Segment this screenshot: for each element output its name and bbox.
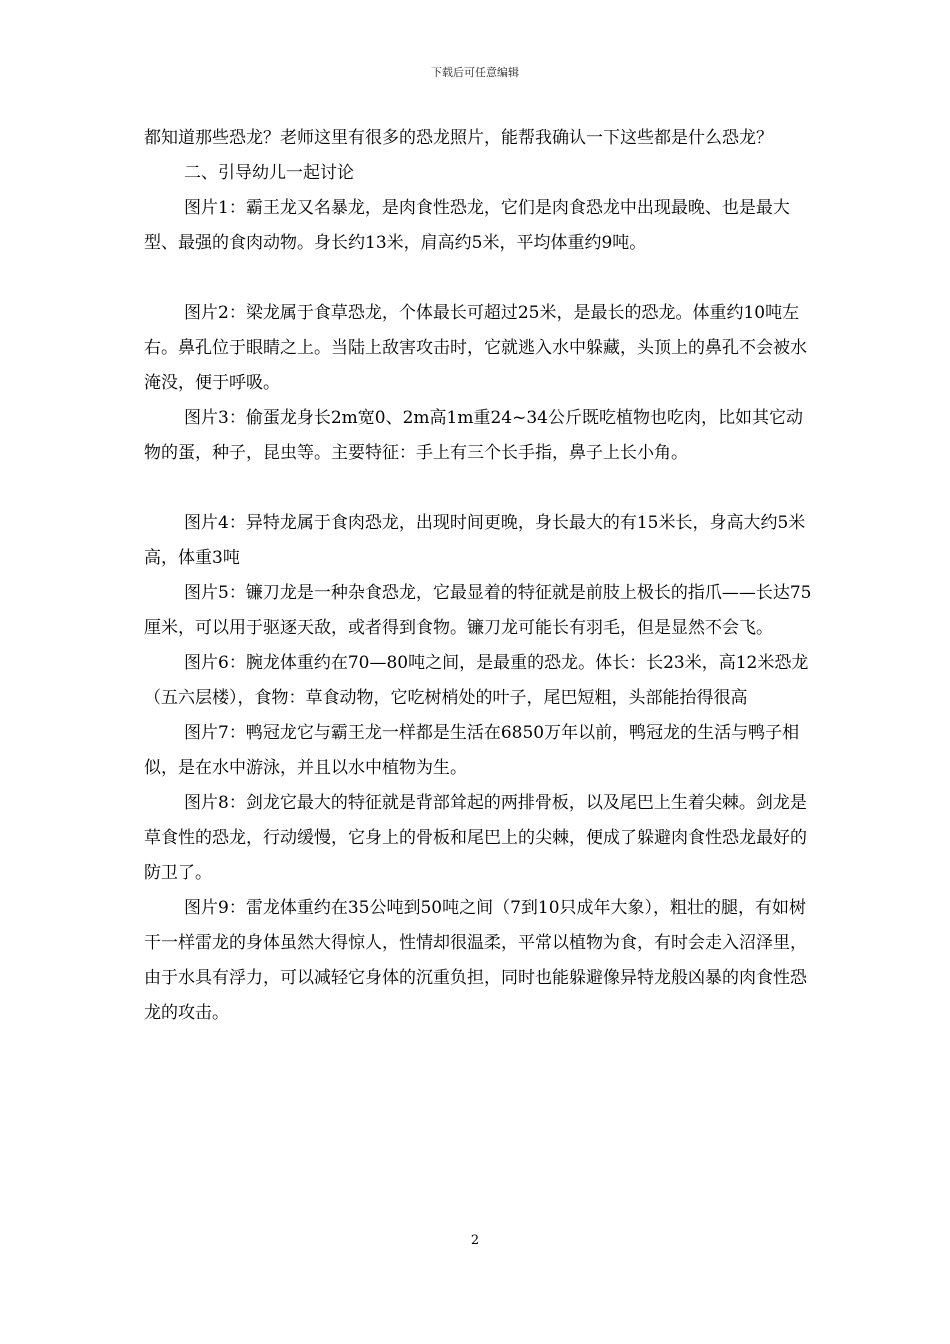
paragraph-intro-continued: 都知道那些恐龙？老师这里有很多的恐龙照片，能帮我确认一下这些都是什么恐龙？ xyxy=(144,128,773,148)
paragraph-spacer xyxy=(144,261,816,296)
paragraph-picture-1: 图片1：霸王龙又名暴龙，是肉食性恐龙，它们是肉食恐龙中出现最晚、也是最大型、最强的食肉动物。身长约13米，肩高约5米，平均体重约9吨。 xyxy=(144,198,790,253)
page-header: 下载后可任意编辑 xyxy=(431,66,519,79)
paragraph-picture-5: 图片5：镰刀龙是一种杂食恐龙，它最显着的特征就是前肢上极长的指爪——长达75厘米，可以用于驱逐天敌，或者得到食物。镰刀龙可能长有羽毛，但是显然不会飞。 xyxy=(144,583,812,638)
paragraph-picture-4: 图片4：异特龙属于食肉恐龙，出现时间更晚，身长最大的有15米长，身高大约5米高，体重3吨 xyxy=(144,513,806,568)
paragraph-picture-2: 图片2：梁龙属于食草恐龙，个体最长可超过25米，是最长的恐龙。体重约10吨左右。鼻孔位于眼睛之上。当陆上敌害攻击时，它就逃入水中躲藏，头顶上的鼻孔不会被水淹没，便于呼吸。 xyxy=(144,303,807,393)
paragraph-picture-8: 图片8：剑龙它最大的特征就是背部耸起的两排骨板，以及尾巴上生着尖棘。剑龙是草食性的恐龙，行动缓慢，它身上的骨板和尾巴上的尖棘，便成了躲避肉食性恐龙最好的防卫了。 xyxy=(144,793,807,883)
section-heading-discussion: 二、引导幼儿一起讨论 xyxy=(184,163,354,183)
document-body xyxy=(144,121,816,1031)
paragraph-picture-6: 图片6：腕龙体重约在70—80吨之间，是最重的恐龙。体长：长23米，高12米恐龙（五六层楼），食物：草食动物，它吃树梢处的叶子，尾巴短粗，头部能抬得很高 xyxy=(144,653,809,708)
page-number: 2 xyxy=(470,1233,480,1248)
paragraph-spacer xyxy=(144,471,816,506)
paragraph-picture-9: 图片9：雷龙体重约在35公吨到50吨之间（7到10只成年大象），粗壮的腿，有如树干一样雷龙的身体虽然大得惊人，性情却很温柔，平常以植物为食，有时会走入沼泽里，由于水具有浮力，可以减轻它身体的沉重负担，同时也能躲避像异特龙般凶暴的肉食性恐龙的攻击。 xyxy=(144,898,807,1023)
paragraph-picture-3: 图片3：偷蛋龙身长2m宽0、2m高1m重24~34公斤既吃植物也吃肉，比如其它动物的蛋，种子，昆虫等。主要特征：手上有三个长手指，鼻子上长小角。 xyxy=(144,408,803,463)
paragraph-picture-7: 图片7：鸭冠龙它与霸王龙一样都是生活在6850万年以前，鸭冠龙的生活与鸭子相似，是在水中游泳，并且以水中植物为生。 xyxy=(144,723,800,778)
